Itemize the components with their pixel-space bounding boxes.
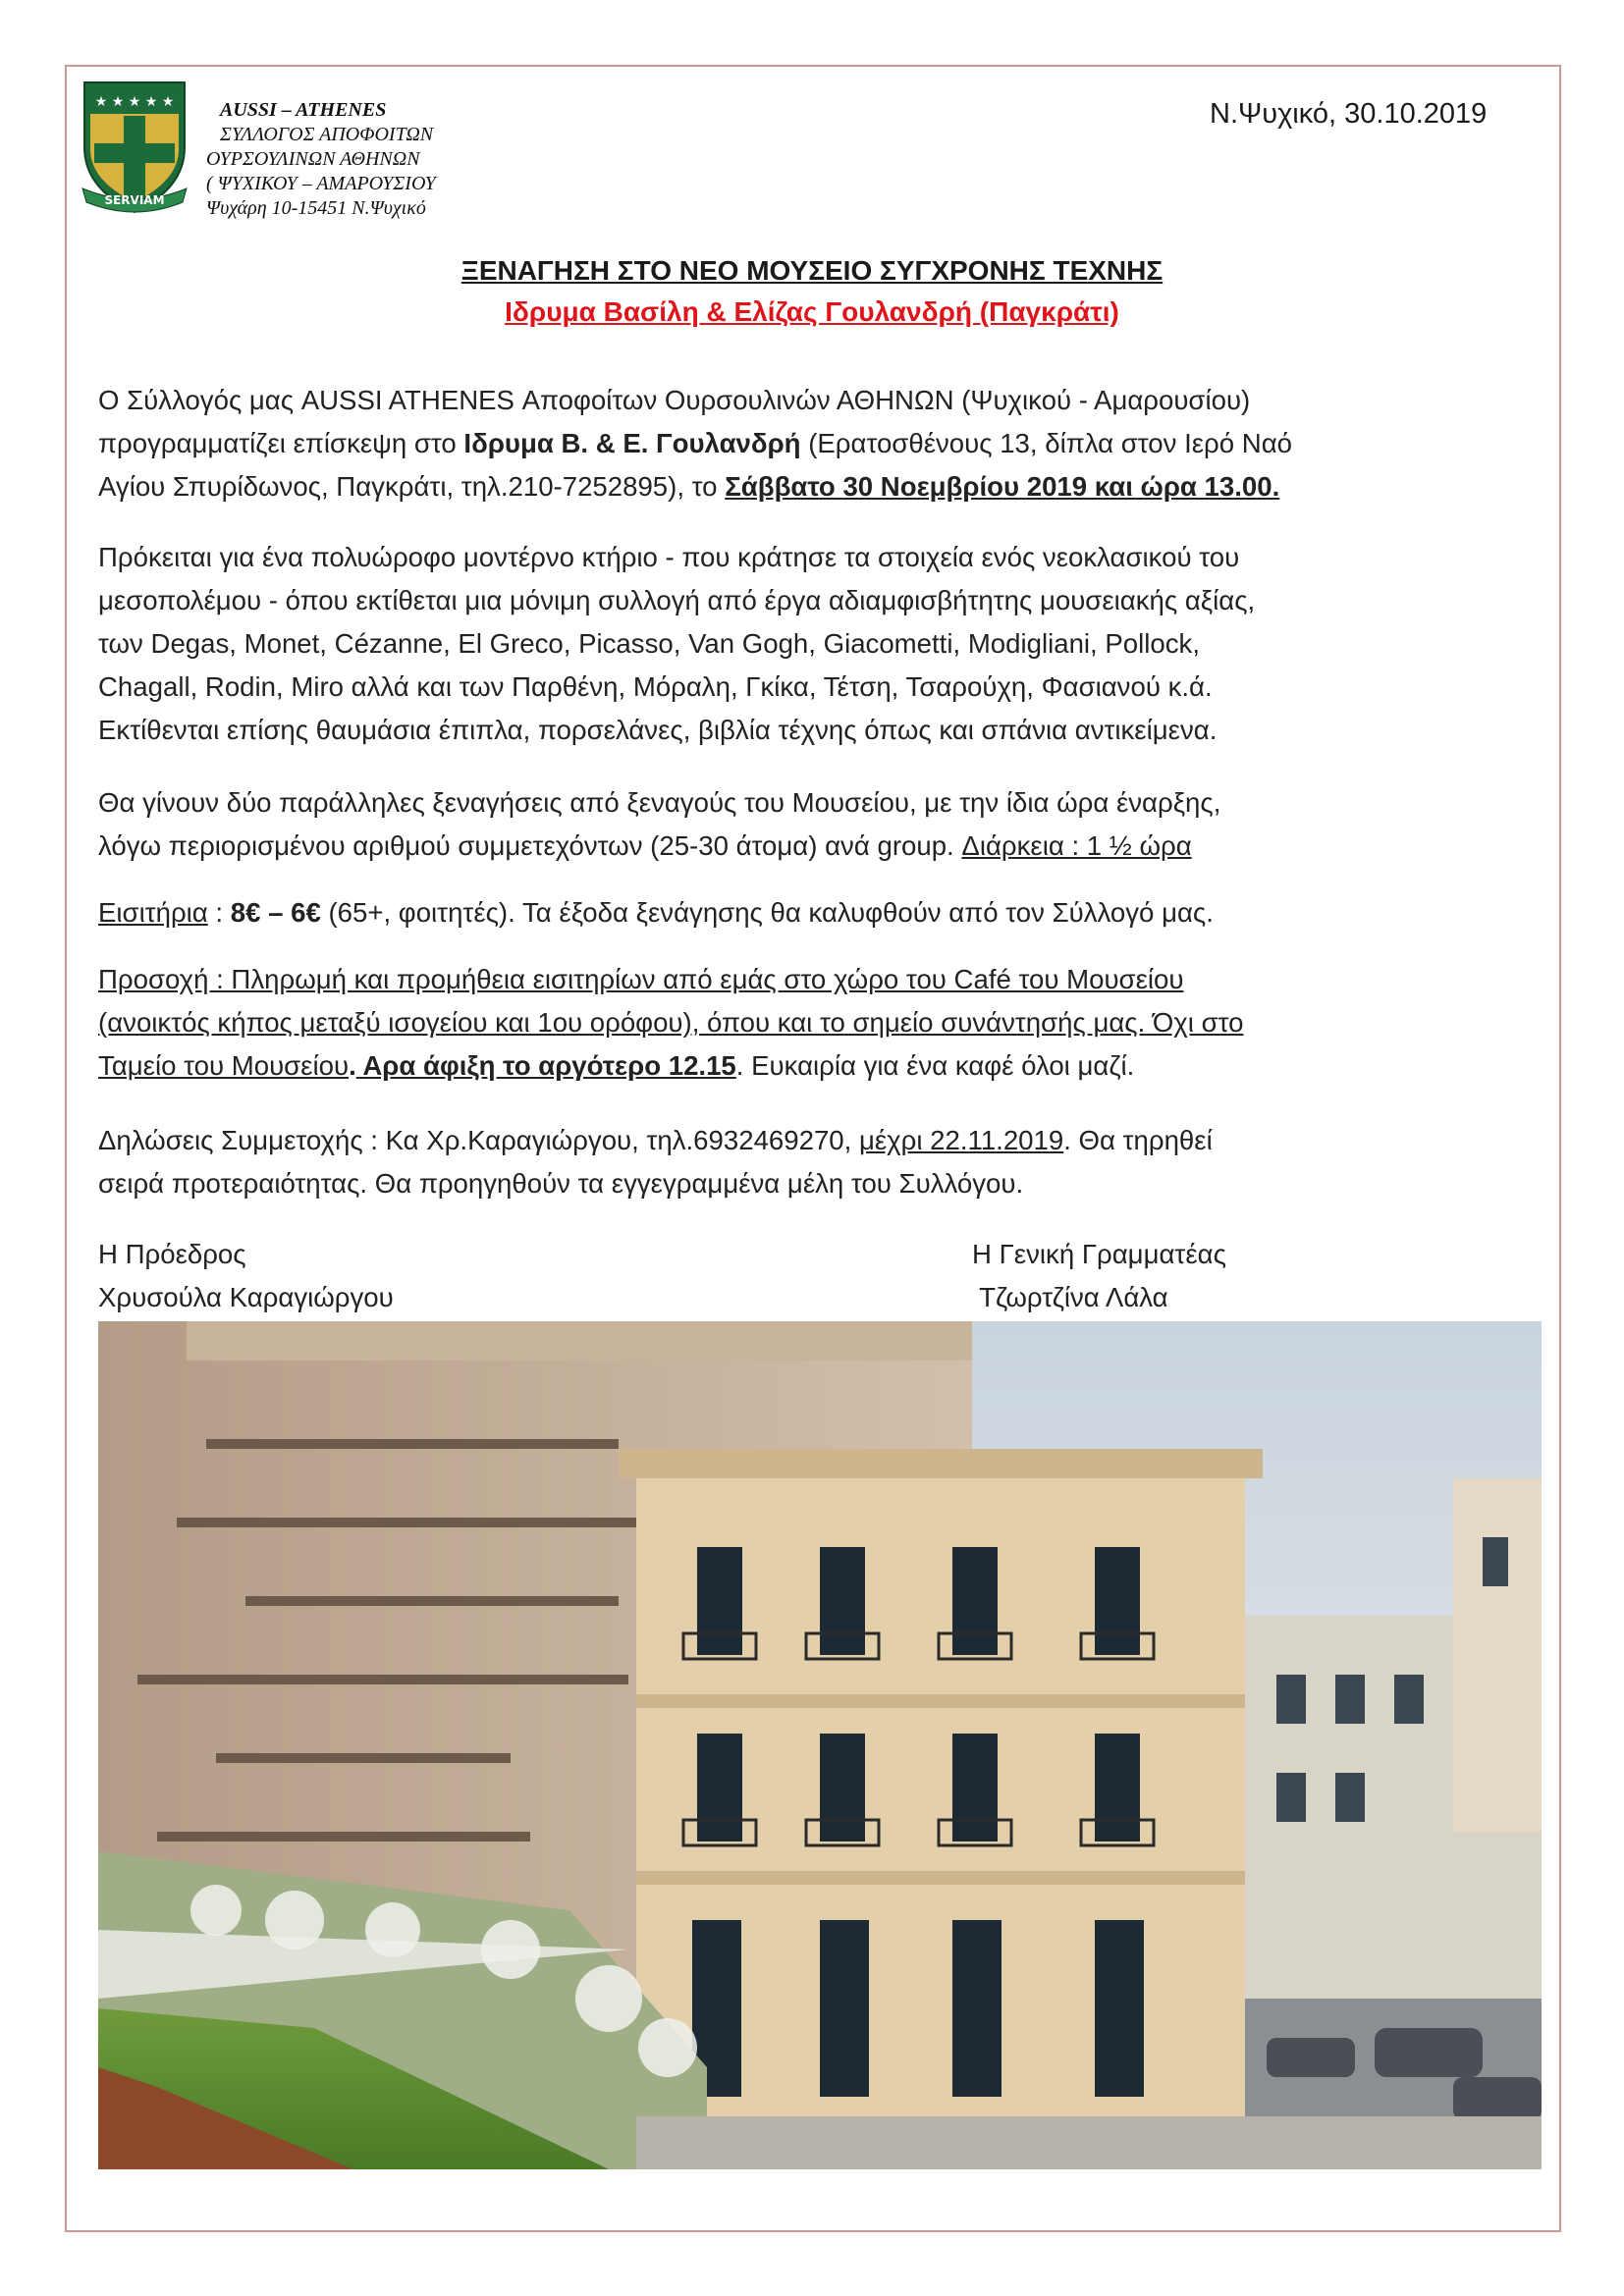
- text-line: Ο Σύλλογός μας AUSSI ATHENES Αποφοίτων Ουρσουλινών ΑΘΗΝΩΝ (Ψυχικού - Αμαρουσίου): [98, 385, 1251, 415]
- text-line: [98, 422, 1532, 465]
- text-run: Ταμείο του Μουσείου: [98, 1050, 350, 1081]
- signature-president: [98, 1233, 394, 1319]
- text-line: των Degas, Monet, Cézanne, El Greco, Picasso, Van Gogh, Giacometti, Modigliani, Pollock,: [98, 628, 1201, 659]
- page-title: ΞΕΝΑΓΗΣΗ ΣΤΟ ΝΕΟ ΜΟΥΣΕΙΟ ΣΥΓΧΡΟΝΗΣ ΤΕΧΝΗΣ: [460, 255, 1164, 286]
- text-run: (65+, φοιτητές). Τα έξοδα ξενάγησης θα καλυφθούν από τον Σύλλογό μας.: [320, 897, 1214, 928]
- text-line: [98, 465, 1532, 508]
- signature-role: Η Πρόεδρος: [98, 1239, 246, 1269]
- crest-motto: SERVIAM: [104, 193, 165, 207]
- registration-paragraph: [98, 1119, 1532, 1205]
- organization-address: [206, 98, 436, 221]
- text-run: (Ερατοσθένους 13, δίπλα στον Ιερό Ναό: [800, 428, 1292, 458]
- signature-role: Η Γενική Γραμματέας: [972, 1239, 1226, 1269]
- museum-photo: [98, 1321, 1542, 2169]
- text-line: (ανοικτός κήπος μεταξύ ισογείου και 1ου ορόφου), όπου και το σημείο συνάντησής μας. Όχι στο: [98, 1007, 1244, 1038]
- text-run: Αγίου Σπυρίδωνος, Παγκράτι, τηλ.210-7252895), το: [98, 471, 726, 502]
- text-run: λόγω περιορισμένου αριθμού συμμετεχόντων (25-30 άτομα) ανά group.: [98, 830, 962, 861]
- tours-paragraph: [98, 781, 1532, 868]
- intro-paragraph: [98, 379, 1532, 508]
- crest-logo: [79, 79, 190, 216]
- signature-name: Χρυσούλα Καραγιώργου: [98, 1282, 394, 1312]
- org-line: ΟΥΡΣΟΥΛΙΝΩΝ ΑΘΗΝΩΝ: [206, 148, 420, 170]
- text-line: [98, 825, 1532, 868]
- signature-name: Τζωρτζίνα Λάλα: [972, 1282, 1168, 1312]
- signature-secretary: [972, 1233, 1226, 1319]
- text-line: Πρόκειται για ένα πολυώροφο μοντέρνο κτήριο - που κράτησε τα στοιχεία ενός νεοκλασικού του: [98, 542, 1240, 572]
- org-line: ΣΥΛΛΟΓΟΣ ΑΠΟΦΟΙΤΩΝ: [220, 124, 434, 145]
- text-run: Δηλώσεις Συμμετοχής : Κα Χρ.Καραγιώργου, τηλ.6932469270,: [98, 1125, 859, 1155]
- text-line: Προσοχή : Πληρωμή και προμήθεια εισιτηρίων από εμάς στο χώρο του Café του Μουσείου: [98, 964, 1184, 994]
- tickets-label: Εισιτήρια: [98, 897, 208, 928]
- text-run: προγραμματίζει επίσκεψη στο: [98, 428, 464, 458]
- text-line: [98, 891, 1532, 934]
- org-line: Ψυχάρη 10-15451 Ν.Ψυχικό: [206, 197, 426, 219]
- org-line: AUSSI – ATHENES: [220, 99, 387, 121]
- description-paragraph: [98, 536, 1532, 752]
- text-line: Εκτίθενται επίσης θαυμάσια έπιπλα, πορσελάνες, βιβλία τέχνης όπως και σπάνια αντικείμενα.: [98, 715, 1218, 745]
- text-line: Θα γίνουν δύο παράλληλες ξεναγήσεις από ξεναγούς του Μουσείου, με την ίδια ώρα έναρξης,: [98, 787, 1221, 818]
- text-run: . Θα τηρηθεί: [1063, 1125, 1213, 1155]
- tickets-paragraph: [98, 891, 1532, 934]
- foundation-name: Ιδρυμα Β. & Ε. Γουλανδρή: [463, 428, 801, 458]
- arrival-time: Αρα άφιξη το αργότερο 12.15: [355, 1050, 736, 1081]
- text-line: [98, 1044, 1532, 1088]
- org-line: ( ΨΥΧΙΚΟΥ – ΑΜΑΡΟΥΣΙΟΥ: [206, 173, 436, 194]
- text-line: μεσοπολέμου - όπου εκτίθεται μια μόνιμη συλλογή από έργα αδιαμφισβήτητης μουσειακής αξίας,: [98, 585, 1256, 615]
- deadline: μέχρι 22.11.2019: [858, 1125, 1064, 1155]
- text-line: Chagall, Rodin, Miro αλλά και των Παρθένη, Μόραλη, Γκίκα, Τέτση, Τσαρούχη, Φασιανού κ.ά.: [98, 671, 1213, 702]
- text-line: [98, 1119, 1532, 1162]
- text-run: :: [207, 897, 231, 928]
- letter-date: Ν.Ψυχικό, 30.10.2019: [1210, 98, 1488, 130]
- text-run: .: [349, 1050, 356, 1081]
- text-line: σειρά προτεραιότητας. Θα προηγηθούν τα εγγεγραμμένα μέλη του Συλλόγου.: [98, 1168, 1024, 1199]
- duration: Διάρκεια : 1 ½ ώρα: [961, 830, 1192, 861]
- page-subtitle: Ιδρυμα Βασίλη & Ελίζας Γουλανδρή (Παγκράτι): [505, 296, 1119, 327]
- notice-paragraph: [98, 958, 1532, 1088]
- visit-date: Σάββατο 30 Νοεμβρίου 2019 και ώρα 13.00.: [725, 471, 1280, 502]
- svg-text:★ ★ ★ ★ ★: ★ ★ ★ ★ ★: [94, 94, 175, 110]
- ticket-price: 8€ – 6€: [230, 897, 321, 928]
- text-run: . Ευκαιρία για ένα καφέ όλοι μαζί.: [735, 1050, 1135, 1081]
